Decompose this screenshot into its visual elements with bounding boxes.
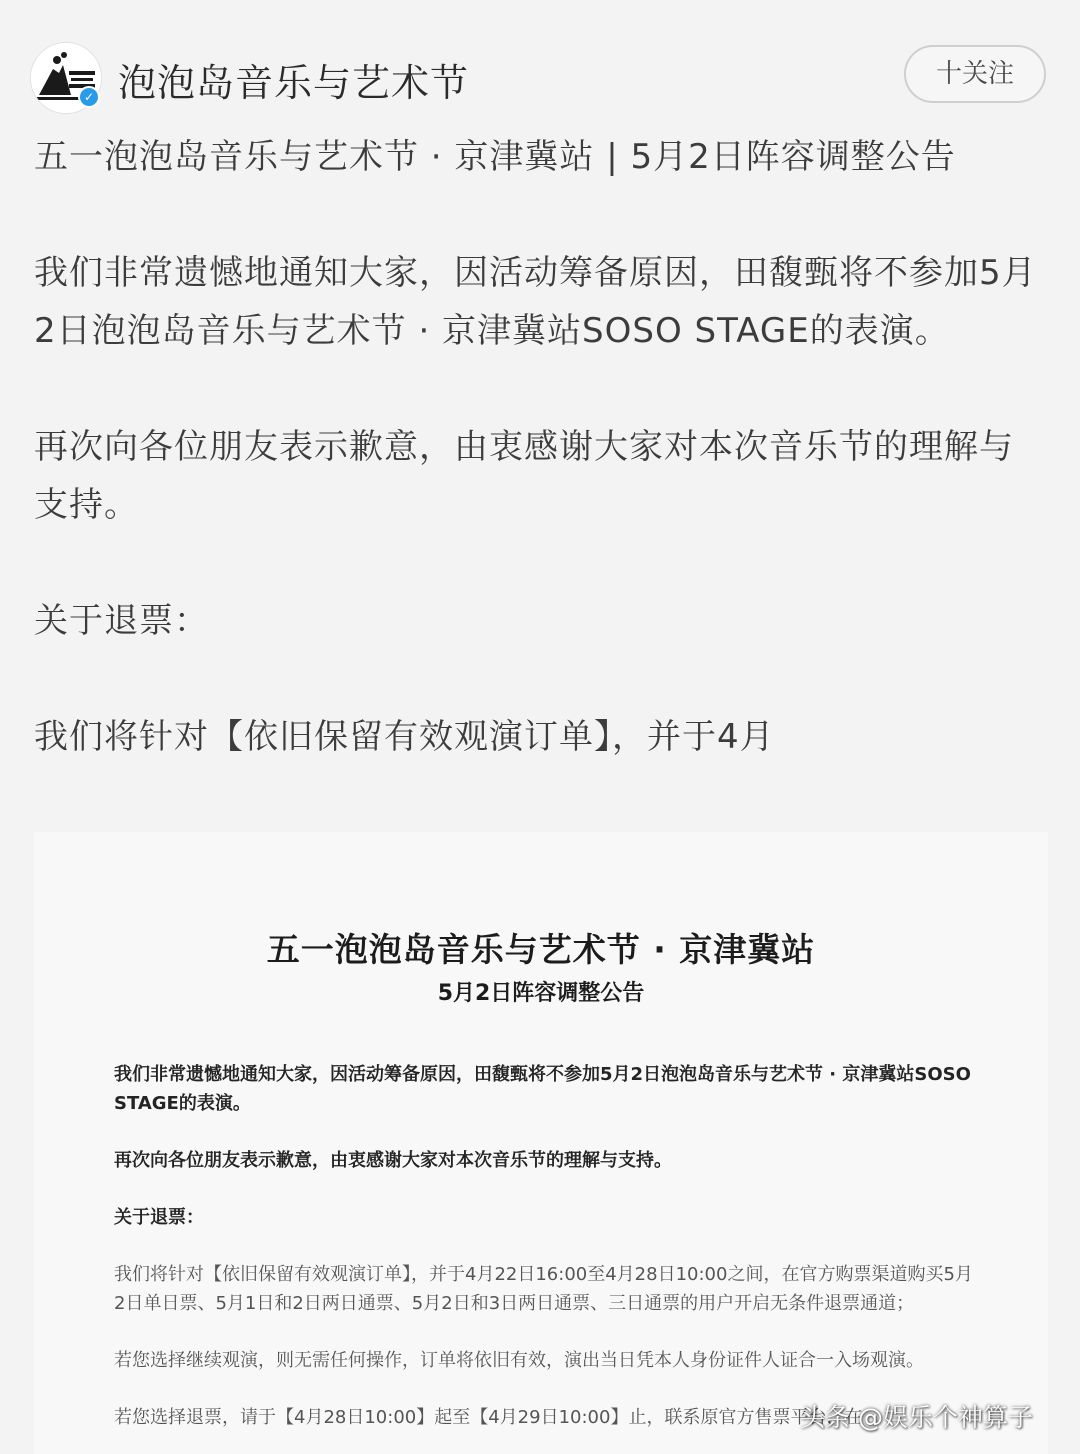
announcement-paragraph: 我们将针对【依旧保留有效观演订单】，并于4月22日16:00至4月28日10:00之间，在官方购票渠道购买5月2日单日票、5月1日和2日两日通票、5月2日和3日两日通票、三日通票的用户开启无条件退票通道； <box>114 1264 973 1314</box>
announcement-paragraph: 若您选择继续观演，则无需任何操作，订单将依旧有效，演出当日凭本人身份证件人证合一入场观演。 <box>114 1350 924 1371</box>
verified-check-icon: ✓ <box>78 86 100 108</box>
announcement-title: 五一泡泡岛音乐与艺术节 · 京津冀站 <box>266 930 816 969</box>
announcement-paragraph: 关于退票： <box>114 1207 204 1228</box>
post-paragraph: 我们非常遗憾地通知大家，因活动筹备原因，田馥甄将不参加5月2日泡泡岛音乐与艺术节 · 京津冀站SOSO STAGE的表演。 <box>34 253 1037 351</box>
announcement-image[interactable] <box>34 832 1048 1454</box>
post-paragraph: 关于退票： <box>34 601 209 641</box>
announcement-paragraph: 若您选择退票，请于【4月28日10:00】起至【4月29日10:00】止，联系原官方售票平台，在 <box>114 1407 863 1428</box>
announcement-paragraph: 我们非常遗憾地通知大家，因活动筹备原因，田馥甄将不参加5月2日泡泡岛音乐与艺术节 · 京津冀站SOSO STAGE的表演。 <box>114 1064 971 1114</box>
announcement-paragraph: 再次向各位朋友表示歉意，由衷感谢大家对本次音乐节的理解与支持。 <box>114 1150 672 1171</box>
follow-button[interactable]: 十关注 <box>904 45 1046 103</box>
watermark: 头条 @娱乐个神算子 <box>800 1403 1033 1432</box>
announcement-body <box>114 1060 974 1454</box>
post-paragraph: 再次向各位朋友表示歉意，由衷感谢大家对本次音乐节的理解与支持。 <box>34 427 1014 525</box>
account-header <box>0 0 1080 120</box>
account-name[interactable]: 泡泡岛音乐与艺术节 <box>118 61 470 105</box>
post-paragraph: 我们将针对【依旧保留有效观演订单】，并于4月 <box>34 717 775 757</box>
post-title: 五一泡泡岛音乐与艺术节 · 京津冀站 | 5月2日阵容调整公告 <box>34 137 956 177</box>
announcement-subtitle: 5月2日阵容调整公告 <box>437 981 645 1006</box>
post-content <box>34 128 1044 766</box>
